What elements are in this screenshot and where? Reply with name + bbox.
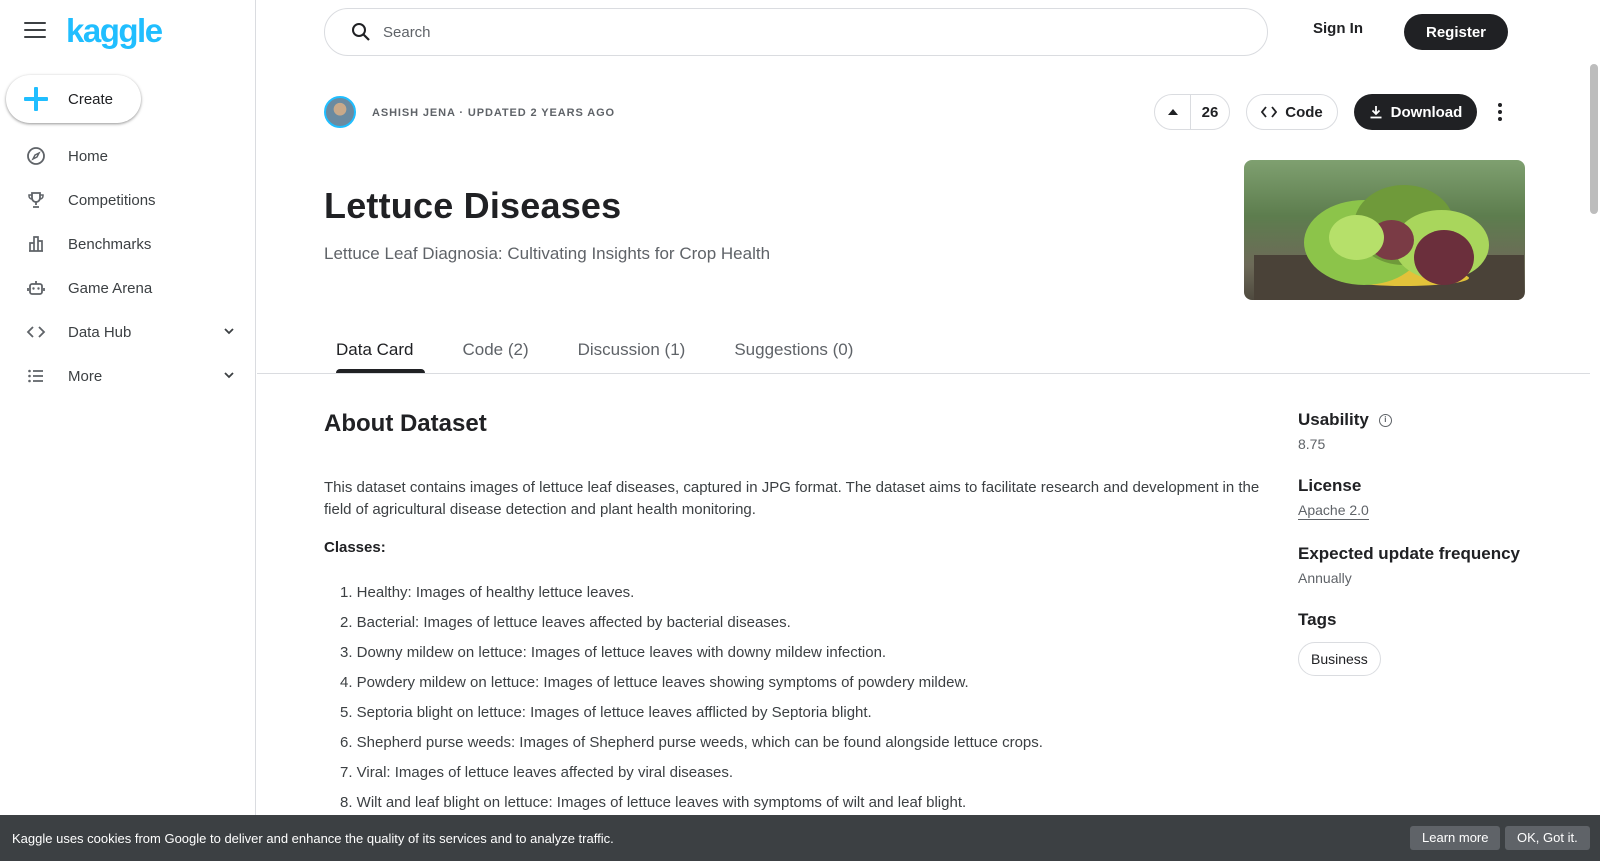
bar-chart-icon [26, 234, 46, 254]
search-input[interactable] [383, 24, 1183, 41]
owner-line: ASHISH JENA · UPDATED 2 YEARS AGO [372, 107, 616, 119]
tab-discussion[interactable]: Discussion (1) [577, 340, 686, 359]
register-button[interactable]: Register [1404, 14, 1508, 50]
upvote-button[interactable] [1155, 95, 1191, 129]
dataset-tabs [324, 330, 890, 373]
trophy-icon [26, 190, 46, 210]
sidebar-item-data-hub[interactable] [0, 310, 256, 354]
sidebar [0, 0, 256, 861]
scrollbar[interactable] [1590, 64, 1598, 214]
download-icon [1369, 105, 1383, 119]
usability-value: 8.75 [1298, 436, 1326, 452]
frequency-label: Expected update frequency [1298, 544, 1521, 563]
upvote-widget [1154, 94, 1230, 130]
learn-more-button[interactable]: Learn more [1410, 826, 1500, 850]
sidebar-item-competitions[interactable] [0, 178, 256, 222]
download-button-label: Download [1390, 103, 1463, 121]
info-icon[interactable]: i [1379, 414, 1392, 427]
plus-icon [24, 87, 48, 111]
dataset-description: This dataset contains images of lettuce leaf diseases, captured in JPG format. The dataset aims to facilitate research and development in the field of agricultural disease detection and plant health monitoring. [324, 479, 1260, 518]
sidebar-nav [0, 134, 256, 398]
list-item: 6. Shepherd purse weeds: Images of Shepherd purse weeds, which can be found alongside lettuce crops. [340, 734, 1043, 751]
sign-in-button[interactable]: Sign In [1313, 20, 1363, 37]
sidebar-item-benchmarks[interactable] [0, 222, 256, 266]
sidebar-item-game-arena[interactable] [0, 266, 256, 310]
cookie-banner [0, 815, 1600, 861]
compass-icon [26, 146, 46, 166]
code-button-label: Code [1285, 103, 1323, 121]
usability-heading [1298, 410, 1538, 430]
dataset-title: Lettuce Diseases [324, 185, 622, 226]
code-icon [1261, 106, 1277, 118]
download-button[interactable] [1354, 94, 1477, 130]
license-link[interactable]: Apache 2.0 [1298, 502, 1369, 518]
list-item: 5. Septoria blight on lettuce: Images of lettuce leaves afflicted by Septoria blight. [340, 704, 872, 721]
list-item: 7. Viral: Images of lettuce leaves affected by viral diseases. [340, 764, 733, 781]
list-item: 1. Healthy: Images of healthy lettuce leaves. [340, 584, 635, 601]
tabs-divider [257, 373, 1590, 374]
about-heading: About Dataset [324, 410, 487, 437]
sidebar-item-label: Game Arena [68, 279, 153, 297]
create-button[interactable] [6, 75, 141, 123]
kaggle-logo[interactable]: kaggle [66, 12, 162, 49]
avatar[interactable] [324, 96, 356, 128]
dataset-subtitle: Lettuce Leaf Diagnosia: Cultivating Insights for Crop Health [324, 244, 771, 263]
dataset-cover-image [1244, 160, 1525, 300]
more-options-icon[interactable] [1494, 100, 1506, 124]
search-icon [351, 22, 371, 42]
sidebar-item-label: More [68, 367, 103, 385]
chevron-down-icon[interactable] [222, 368, 236, 382]
chevron-down-icon[interactable] [222, 324, 236, 338]
list-item: 3. Downy mildew on lettuce: Images of lettuce leaves with downy mildew infection. [340, 644, 887, 661]
caret-up-icon [1167, 108, 1179, 116]
classes-label: Classes: [324, 539, 386, 556]
dataset-meta [1298, 410, 1538, 676]
tag-business[interactable]: Business [1298, 642, 1381, 676]
sidebar-item-home[interactable] [0, 134, 256, 178]
code-icon [26, 322, 46, 342]
tab-suggestions[interactable]: Suggestions (0) [734, 340, 854, 359]
list-icon [26, 366, 46, 386]
create-label: Create [68, 90, 114, 108]
list-item: 8. Wilt and leaf blight on lettuce: Images of lettuce leaves with symptoms of wilt and leaf blight. [340, 794, 967, 811]
search-bar[interactable] [324, 8, 1268, 56]
frequency-value: Annually [1298, 570, 1352, 586]
sidebar-item-label: Data Hub [68, 323, 132, 341]
sidebar-item-more[interactable] [0, 354, 256, 398]
cookie-message: Kaggle uses cookies from Google to deliver and enhance the quality of its services and to analyze traffic. [12, 830, 614, 846]
usability-label: Usability [1298, 410, 1369, 429]
classes-list [340, 584, 1043, 824]
sidebar-item-label: Benchmarks [68, 235, 152, 253]
tags-label: Tags [1298, 610, 1337, 629]
sidebar-item-label: Competitions [68, 191, 156, 209]
list-item: 2. Bacterial: Images of lettuce leaves affected by bacterial diseases. [340, 614, 791, 631]
license-label: License [1298, 476, 1362, 495]
ok-got-it-button[interactable]: OK, Got it. [1505, 826, 1590, 850]
vote-count: 26 [1201, 103, 1219, 121]
sidebar-item-label: Home [68, 147, 109, 165]
tab-code[interactable]: Code (2) [462, 340, 529, 359]
tab-data-card[interactable]: Data Card [324, 330, 425, 373]
list-item: 4. Powdery mildew on lettuce: Images of lettuce leaves showing symptoms of powdery mildew. [340, 674, 969, 691]
menu-icon[interactable] [24, 22, 46, 40]
code-button[interactable] [1246, 94, 1338, 130]
robot-icon [26, 278, 46, 298]
